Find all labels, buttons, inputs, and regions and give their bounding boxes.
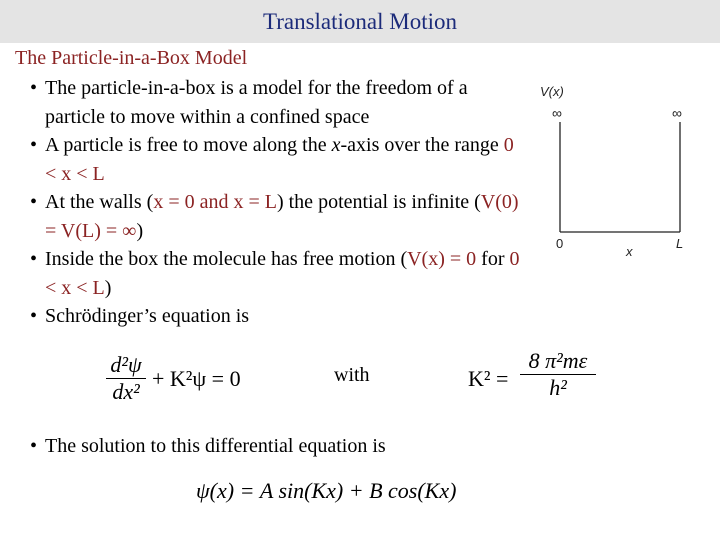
bullet-list [30,74,520,331]
range-expression: 0 < x < L [45,134,514,185]
equation-rest: + K²ψ = 0 [152,366,241,391]
potential-well-graph [538,82,710,260]
bullet-marker: • [30,248,38,270]
k-squared-equation [468,346,598,410]
bullet-item [30,131,520,188]
bullet-item [30,302,520,331]
graph-x-label: x [626,244,633,259]
text-fragment: Inside the box the molecule has free motion ( [45,248,408,270]
infinity-left: ∞ [552,105,562,121]
k-squared-fraction [520,348,596,401]
schrodinger-equation [106,350,266,410]
text-fragment: A particle is free to move along the [45,134,332,156]
bullet-marker: • [30,134,38,156]
bullet-marker: • [30,77,38,99]
bullet-item [30,435,386,458]
text-fragment: x [331,134,341,156]
tick-zero: 0 [556,236,564,251]
solution-equation: ψ(x) = A sin(Kx) + B cos(Kx) [196,478,457,503]
potential-expression: V(0) = V(L) = ∞ [45,191,519,242]
fraction-numerator: d²ψ [110,352,142,377]
text-fragment: ) [136,219,144,242]
text-fragment: At the walls ( [45,191,154,213]
fraction-denominator: dx² [112,379,140,404]
bullet-item [30,74,520,131]
bullet-item [30,188,520,245]
bullet-text: The particle-in-a-box is a model for the freedom of a particle to move within a confined space [45,77,468,128]
bullet-marker: • [30,191,38,213]
text-fragment: ) [104,276,112,299]
fraction-numerator: 8 π²mε [528,348,588,373]
bullet-text: The solution to this differential equation is [45,435,386,457]
bullet-text [45,188,520,245]
derivative-fraction [106,352,146,405]
tick-L: L [676,236,684,251]
text-fragment: ) the potential is infinite ( [276,191,481,213]
walls-expression: x = 0 and x = L [153,191,277,213]
bullet-text [45,131,520,188]
text-fragment: -axis over the range [340,134,504,156]
potential-expression: V(x) = 0 [407,248,477,270]
k-squared-lhs: K² = [468,366,509,391]
bullet-text [45,245,520,302]
bullet-marker: • [30,305,38,327]
title-bar [0,0,720,43]
with-label: with [334,364,370,386]
bullet-item [30,245,520,302]
text-fragment: for [476,248,510,270]
infinity-right: ∞ [672,105,682,121]
bullet-marker: • [30,435,38,457]
range-expression: 0 < x < L [45,248,520,299]
fraction-denominator: h² [549,375,567,400]
bullet-text: Schrödinger’s equation is [45,305,250,327]
slide-title: Translational Motion [262,8,458,34]
slide-subtitle: The Particle-in-a-Box Model [15,47,248,69]
graph-y-label: V(x) [540,84,564,99]
